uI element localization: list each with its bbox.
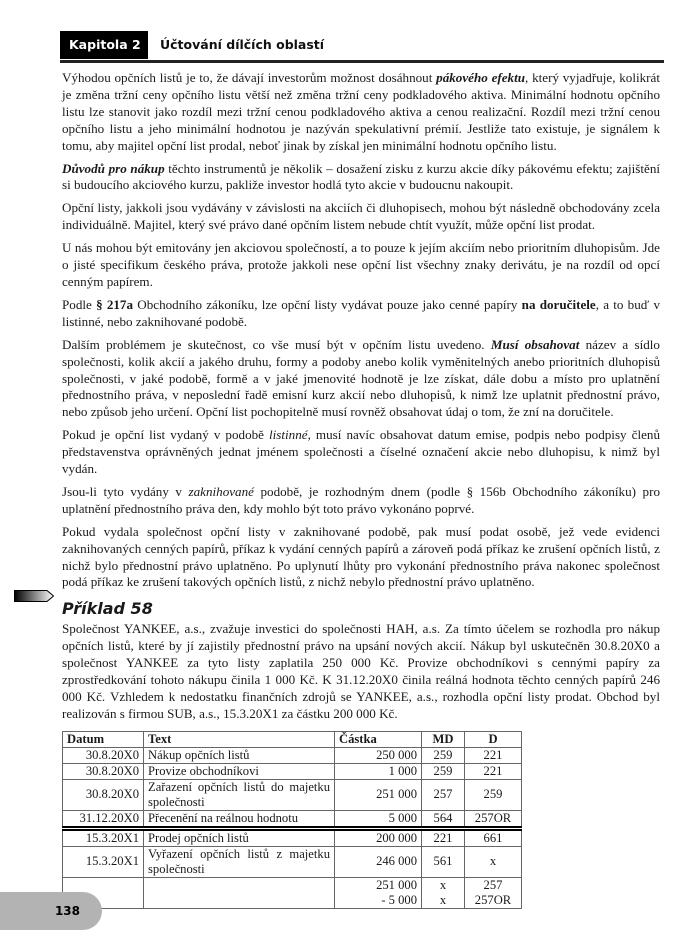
d-cell: 257OR [465, 893, 522, 909]
d-cell: 257OR [465, 810, 522, 828]
text: , který vyjadřuje, kolikrát je změna tržní ceny opčního listu větší než změna tržní ceny podkladového aktiva. Minimální hodnotu opčního listu lze stanovit jako rozdíl mezi tržní cenou podkladového aktiva a cenou realizační. Rozdíl mezi tržní cenou opčního listu a jeho minimální hodnotou je nazýván spekulativní prémií. Jestliže tato existuje, je signálem k tomu, aby majitel opční list prodal, neboť jinak by získal jen minimální hodnotu opčního listu. [62, 70, 660, 153]
md-cell: 564 [422, 810, 465, 828]
text-cell: Prodej opčních listů [144, 828, 335, 846]
md-cell: x [422, 877, 465, 893]
chapter-label: Kapitola 2 [60, 31, 148, 59]
table-row [63, 828, 522, 846]
md-cell: x [422, 893, 465, 909]
text-cell: Provize obchodníkovi [144, 763, 335, 779]
md-cell: 257 [422, 779, 465, 810]
emphasis: listinné [269, 427, 308, 443]
amount-cell: 251 000 [335, 779, 422, 810]
date-cell: 31.12.20X0 [63, 810, 144, 828]
column-header: Text [144, 731, 335, 747]
text: Jsou-li tyto vydány v [62, 483, 189, 499]
d-cell: 221 [465, 763, 522, 779]
paragraph [62, 70, 660, 155]
page-number-tab [0, 892, 102, 930]
table-row [63, 810, 522, 828]
text: Podle [62, 296, 97, 312]
column-header: D [465, 731, 522, 747]
page-body [62, 70, 660, 909]
column-header: Částka [335, 731, 422, 747]
amount-cell: 246 000 [335, 846, 422, 877]
md-cell: 561 [422, 846, 465, 877]
column-header: Datum [63, 731, 144, 747]
table-row [63, 747, 522, 763]
paragraph: U nás mohou být emitovány jen akciovou společností, a to pouze k jejím akciím nebo prioritním dluhopisům. Jde o jisté specifikum českého práva, protože jakkoli nese opční list všechny znaky derivátu, je na rozdíl od opcí cenným papírem. [62, 240, 660, 289]
text-cell [144, 877, 335, 893]
date-cell: 30.8.20X0 [63, 779, 144, 810]
amount-cell: 5 000 [335, 810, 422, 828]
paragraph [62, 484, 660, 518]
text-cell: Zařazení opčních listů do majetku společnosti [144, 779, 335, 810]
d-cell: 221 [465, 747, 522, 763]
page-number: 138 [54, 904, 80, 918]
text: Obchodního zákoníku, lze opční listy vydávat pouze jako cenné papíry [133, 296, 522, 312]
emphasis: § 217a [96, 296, 134, 312]
text-cell: Přecenění na reálnou hodnotu [144, 810, 335, 828]
table-row [63, 877, 522, 893]
table-row [63, 893, 522, 909]
column-header: MD [422, 731, 465, 747]
arrow-marker-icon [14, 590, 54, 602]
date-cell: 30.8.20X0 [63, 763, 144, 779]
date-cell [63, 877, 144, 893]
amount-cell: 1 000 [335, 763, 422, 779]
amount-cell: - 5 000 [335, 893, 422, 909]
md-cell: 221 [422, 828, 465, 846]
amount-cell: 251 000 [335, 877, 422, 893]
text: Pokud je opční list vydaný v podobě [62, 427, 270, 443]
amount-cell: 200 000 [335, 828, 422, 846]
emphasis: Důvodů pro nákup [62, 160, 165, 176]
paragraph: Opční listy, jakkoli jsou vydávány v závislosti na akciích či dluhopisech, mohou být následně obchodovány zcela individuálně. Majitel, který své právo dané opčním listem nebude chtít využít, může opční list prodat. [62, 200, 660, 233]
emphasis: zaknihované [188, 483, 254, 499]
d-cell: 257 [465, 877, 522, 893]
header-divider [60, 60, 664, 63]
accounting-table [62, 731, 522, 909]
amount-cell: 250 000 [335, 747, 422, 763]
date-cell: 15.3.20X1 [63, 828, 144, 846]
md-cell: 259 [422, 763, 465, 779]
table-row [63, 846, 522, 877]
paragraph [62, 297, 660, 331]
paragraph [62, 427, 660, 478]
chapter-title: Účtování dílčích oblastí [160, 37, 325, 52]
date-cell: 15.3.20X1 [63, 846, 144, 877]
d-cell: x [465, 846, 522, 877]
paragraph: Pokud vydala společnost opční listy v zaknihované podobě, pak musí podat osobě, jež vede evidenci zaknihovaných cenných papírů, příkaz k vydání cenných papírů a zároveň podá příkaz ke zrušení opčních listů, z nichž bylo přednostní právo uplatněno. Po uplynutí lhůty pro vykonání přednostního práva nakonec společnost podá příkaz ke zrušení takových opčních listů, z nichž nebylo přednostní právo uplatněno. [62, 523, 660, 590]
paragraph [62, 337, 660, 422]
text: , a to buď v listinné, nebo zaknihované podobě. [62, 296, 660, 329]
example-title: Příklad 58 [62, 599, 153, 619]
d-cell: 259 [465, 779, 522, 810]
text-cell [144, 893, 335, 909]
emphasis: Musí obsahovat [490, 336, 580, 352]
text-cell: Nákup opčních listů [144, 747, 335, 763]
d-cell: 661 [465, 828, 522, 846]
emphasis: na doručitele [521, 296, 596, 312]
table-header [63, 731, 522, 747]
table-row [63, 779, 522, 810]
md-cell: 259 [422, 747, 465, 763]
date-cell: 30.8.20X0 [63, 747, 144, 763]
text: těchto instrumentů je několik – dosažení zisku z kurzu akcie díky pákovému efektu; zajištění si budoucího akciového kurzu, pakliže investor hodlá tyto akcie v budoucnu nakoupit. [62, 160, 661, 193]
table-row [63, 763, 522, 779]
text: podobě, je rozhodným dnem (podle § 156b Obchodního zákoníku) pro uplatnění přednostního práva den, kdy mohlo být toto právo vykonáno poprvé. [62, 483, 660, 516]
text: Výhodou opčních listů je to, že dávají investorům možnost dosáhnout [62, 70, 437, 85]
text: název a sídlo společnosti, kolik akcií a jakého druhu, formy a podoby anebo kolik vyměnitelných anebo prioritních dluhopisů společnosti, v jaké podobě, formě a v jaké jmenovité hodnotě je lze získat, dále dobu a místo pro uplatnění přednostního práva, v neposlední řadě emisní kurz akcií nebo dluhopisů, k nimž lze uplatnit přednostní právo, nebo způsob jeho určení. Opční list pochopitelně musí rovněž obsahovat údaj o tom, že zní na doručitele. [62, 336, 660, 420]
text-cell: Vyřazení opčních listů z majetku společnosti [144, 846, 335, 877]
example-text: Společnost YANKEE, a.s., zvažuje investici do společnosti HAH, a.s. Za tímto účelem se rozhodla pro nákup opčních listů, které by jí zajistily přednostní právo na upsání nových akcií. Nákup byl uskutečněn 30.8.20X0 a společnost YANKEE za tyto listy zaplatila 250 000 Kč. Provize obchodníkovi s cennými papíry za zprostředkování tohoto nákupu činila 1 000 Kč. K 31.12.20X0 činila reálná hodnota těchto cenných papírů 246 000 Kč. Vzhledem k nedostatku finančních zdrojů se YANKEE, a.s., rozhodla opční listy prodat. Obchod byl realizován s firmou SUB, a.s., 15.3.20X1 za částku 200 000 Kč. [62, 621, 660, 721]
paragraph [62, 161, 660, 195]
emphasis: pákového efektu [436, 70, 526, 85]
text: Dalším problémem je skutečnost, co vše musí být v opčním listu uvedeno. [62, 336, 491, 352]
text: , musí navíc obsahovat datum emise, podpis nebo podpisy členů představenstva oprávněných jednat jménem společnosti a číselné označení akcie nebo dluhopisu, k nimž byl vydán. [62, 427, 660, 477]
